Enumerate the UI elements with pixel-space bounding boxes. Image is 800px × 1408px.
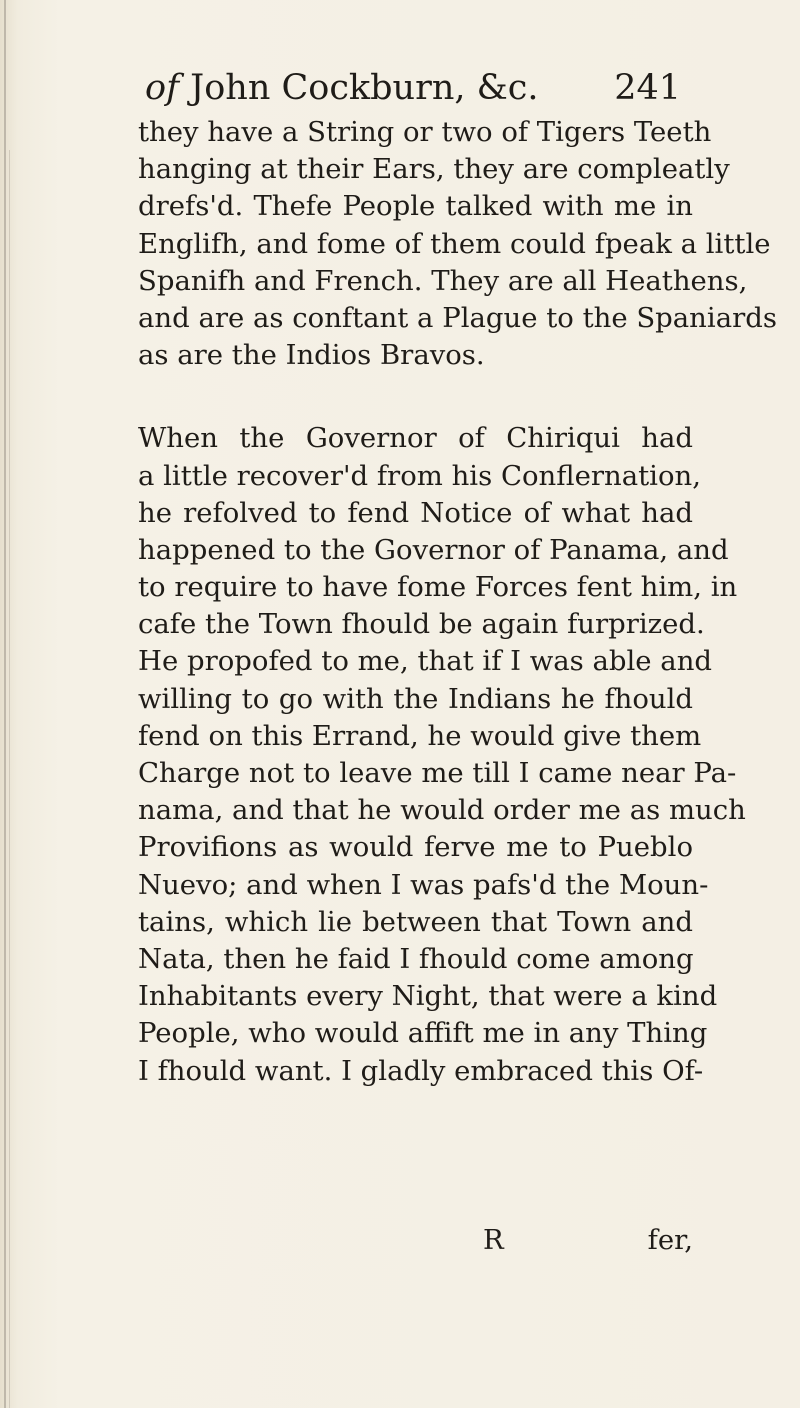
text-line: tains, which lie between that Town and [138, 905, 693, 938]
text-line: willing to go with the Indians he fhould [138, 682, 693, 715]
text-line: Charge not to leave me till I came near Pa- [138, 757, 737, 789]
text-line: He propofed to me, that if I was able and [138, 645, 713, 678]
text-line: they have a String or two of Tigers Teeth [138, 116, 712, 148]
binding-gutter [4, 0, 6, 1408]
signature-mark: R [483, 1224, 504, 1256]
text-line: happened to the Governor of Panama, and [138, 533, 729, 566]
text-line: cafe the Town fhould be again furprized. [138, 608, 705, 641]
text-line: fend on this Errand, he would give them [138, 719, 702, 752]
page-number: 241 [614, 68, 681, 108]
body-text [138, 114, 777, 1090]
catchword: fer, [647, 1224, 693, 1256]
paragraph-gap [138, 374, 693, 420]
page-footer [138, 1220, 693, 1260]
text-line: and are as conftant a Plague to the Spaniards [138, 301, 777, 334]
text-line: Nata, then he faid I fhould come among [138, 942, 694, 975]
binding-gutter-shadow [9, 150, 10, 1408]
text-line: he refolved to fend Notice of what had [138, 496, 693, 529]
text-line: Inhabitants every Night, that were a kind [138, 980, 718, 1013]
running-head-title: John Cockburn, &c. [190, 68, 539, 108]
text-line: People, who would affift me in any Thing [138, 1017, 708, 1050]
text-line: Provifions as would ferve me to Pueblo [138, 831, 693, 864]
running-head-prefix: of [145, 68, 180, 108]
text-line: Nuevo; and when I was pafs'd the Moun- [138, 868, 709, 901]
text-line: Spanifh and French. They are all Heathens, [138, 264, 748, 297]
running-head [145, 66, 685, 110]
text-line: a little recover'd from his Conflernation, [138, 459, 701, 492]
text-line: drefs'd. Thefe People talked with me in [138, 190, 693, 223]
text-line: to require to have fome Forces fent him, in [138, 571, 738, 604]
text-line: I fhould want. I gladly embraced this Of- [138, 1054, 704, 1087]
text-line: When the Governor of Chiriqui had [138, 422, 693, 455]
text-line: hanging at their Ears, they are compleatly [138, 153, 730, 186]
text-line: as are the Indios Bravos. [138, 339, 485, 372]
text-line: Englifh, and fome of them could fpeak a little [138, 227, 771, 260]
text-line: nama, and that he would order me as much [138, 794, 746, 827]
